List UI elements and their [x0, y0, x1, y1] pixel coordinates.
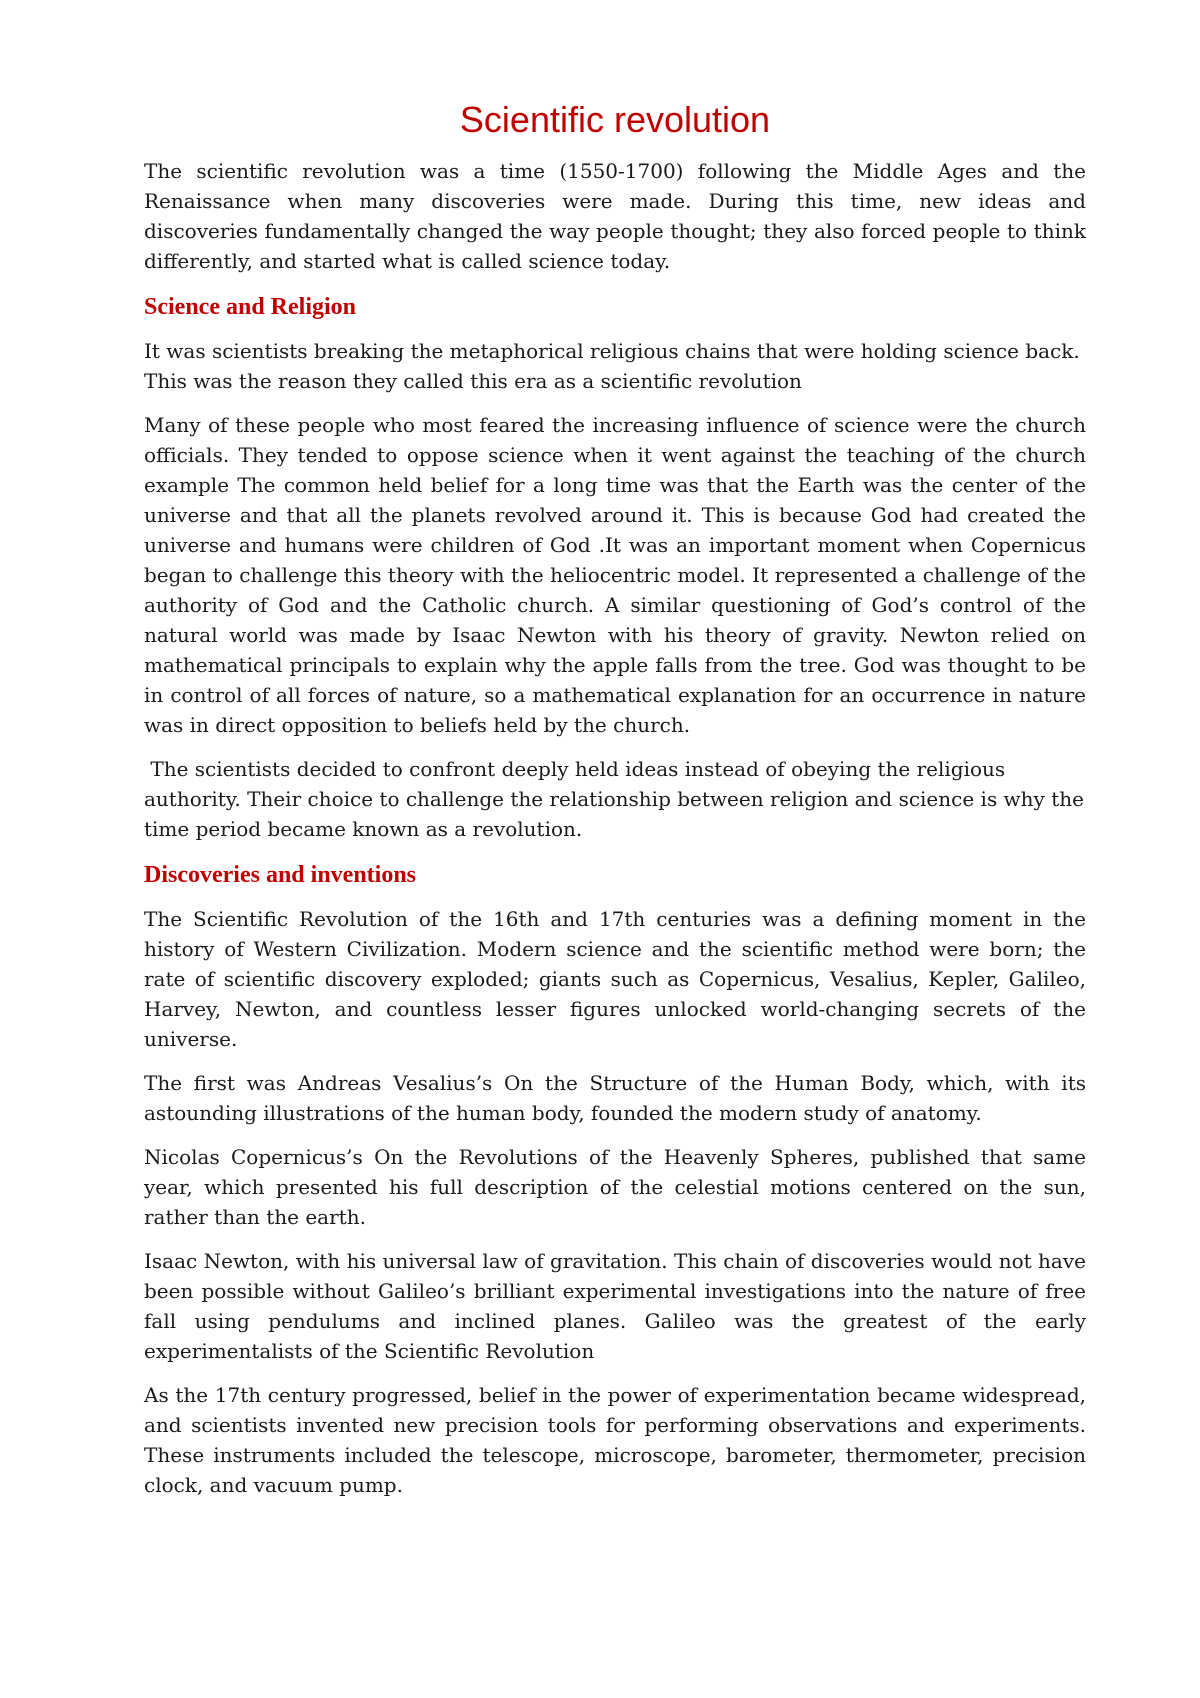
section-heading-discoveries-and-inventions: Discoveries and inventions [144, 862, 417, 888]
document-title: Scientific revolution [459, 99, 771, 140]
paragraph: As the 17th century progressed, belief in the power of experimentation became widespread, and scientists invented new precision tools for performing observations and experiments. These instruments included the telescope, microscope, barometer, thermometer, precision clock, and vacuum pump. [144, 1383, 1086, 1497]
paragraph: Isaac Newton, with his universal law of gravitation. This chain of discoveries would not have been possible without Galileo’s brilliant experimental investigations into the nature of free fall using pendulums and inclined planes. Galileo was the greatest of the early experimentalists of the Scientific Revolution [144, 1249, 1086, 1363]
intro-paragraph: The scientific revolution was a time (1550-1700) following the Middle Ages and the Renaissance when many discoveries were made. During this time, new ideas and discoveries fundamentally changed the way people thought; they also forced people to think differently, and started what is called science today. [144, 159, 1086, 273]
paragraph: Many of these people who most feared the increasing influence of science were the church officials. They tended to oppose science when it went against the teaching of the church example The common held belief for a long time was that the Earth was the center of the universe and that all the planets revolved around it. This is because God had created the universe and humans were children of God .It was an important moment when Copernicus began to challenge this theory with the heliocentric model. It represented a challenge of the authority of God and the Catholic church. A similar questioning of God’s control of the natural world was made by Isaac Newton with his theory of gravity. Newton relied on mathematical principals to explain why the apple falls from the tree. God was thought to be in control of all forces of nature, so a mathematical explanation for an occurrence in nature was in direct opposition to beliefs held by the church. [144, 413, 1086, 737]
paragraph: The scientists decided to confront deeply held ideas instead of obeying the religious authority. Their choice to challenge the relationship between religion and science is why the time period became known as a revolution. [144, 757, 1091, 841]
section-heading-science-and-religion: Science and Religion [144, 294, 357, 320]
paragraph: The first was Andreas Vesalius’s On the Structure of the Human Body, which, with its astounding illustrations of the human body, founded the modern study of anatomy. [144, 1071, 1086, 1125]
paragraph: Nicolas Copernicus’s On the Revolutions of the Heavenly Spheres, published that same year, which presented his full description of the celestial motions centered on the sun, rather than the earth. [144, 1145, 1086, 1229]
paragraph: The Scientific Revolution of the 16th and 17th centuries was a defining moment in the history of Western Civilization. Modern science and the scientific method were born; the rate of scientific discovery exploded; giants such as Copernicus, Vesalius, Kepler, Galileo, Harvey, Newton, and countless lesser figures unlocked world-changing secrets of the universe. [144, 907, 1086, 1051]
paragraph: It was scientists breaking the metaphorical religious chains that were holding science back. This was the reason they called this era as a scientific revolution [144, 339, 1080, 393]
document-page [144, 96, 1091, 1514]
